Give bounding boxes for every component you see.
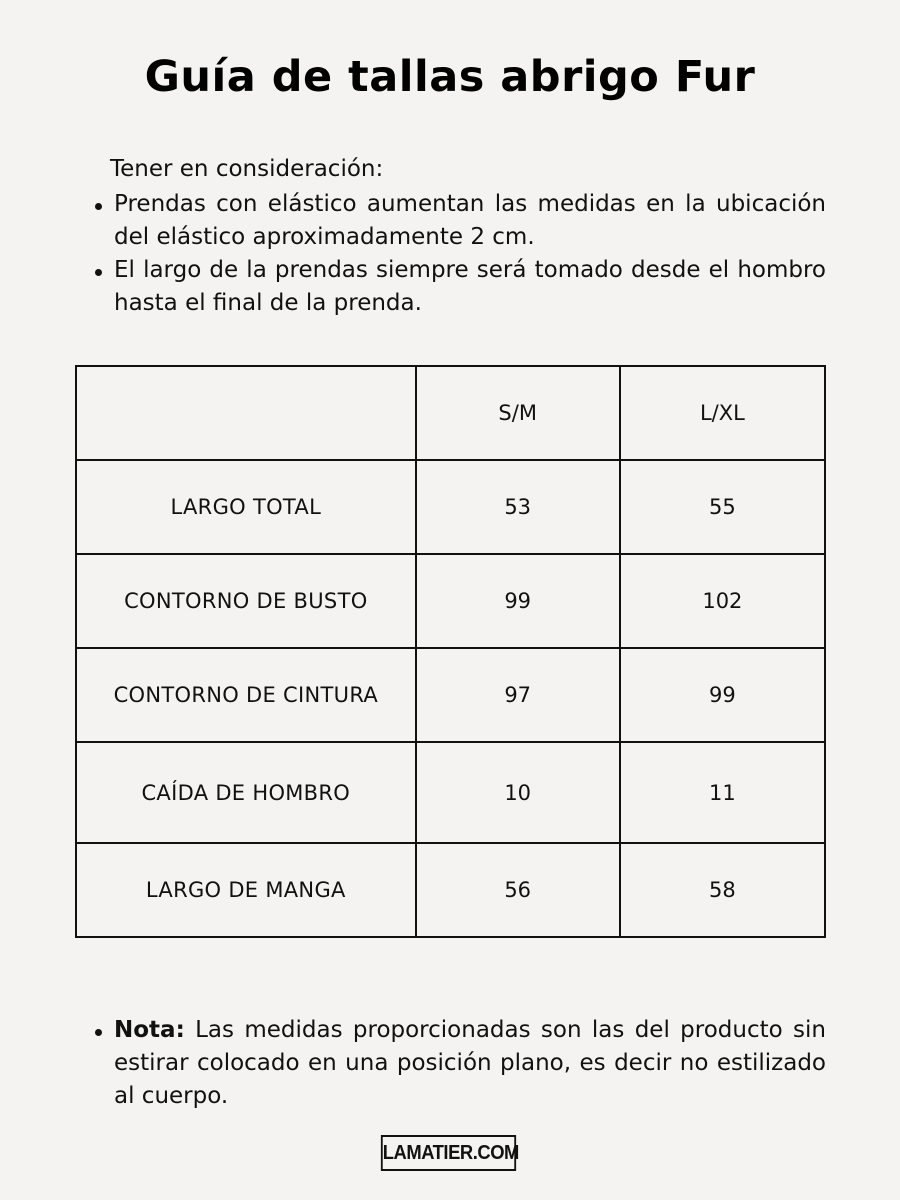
row-label: CONTORNO DE CINTURA (76, 648, 416, 742)
table-row (76, 843, 825, 937)
brand-logo: LAMATIER.COM (381, 1135, 516, 1171)
list-item: Prendas con elástico aumentan las medidas en la ubicación del elástico aproximadamente 2 cm. (88, 188, 826, 254)
row-label: CAÍDA DE HOMBRO (76, 742, 416, 843)
table-header-row (76, 366, 825, 460)
row-label: LARGO TOTAL (76, 460, 416, 554)
header-empty-cell (76, 366, 416, 460)
table-row (76, 742, 825, 843)
note-text: Las medidas proporcionadas son las del producto sin estirar colocado en una posición plano, es decir no estilizado al cuerpo. (114, 1017, 826, 1109)
considerations-list (88, 188, 826, 320)
note-item (88, 1014, 826, 1113)
list-item: El largo de la prendas siempre será tomado desde el hombro hasta el final de la prenda. (88, 254, 826, 320)
note-label: Nota: (114, 1017, 185, 1043)
cell-sm: 97 (416, 648, 620, 742)
header-size-lxl: L/XL (620, 366, 825, 460)
row-label: LARGO DE MANGA (76, 843, 416, 937)
cell-lxl: 102 (620, 554, 825, 648)
table-row (76, 648, 825, 742)
cell-sm: 56 (416, 843, 620, 937)
cell-sm: 10 (416, 742, 620, 843)
size-table (75, 365, 826, 938)
cell-sm: 99 (416, 554, 620, 648)
table-row (76, 554, 825, 648)
row-label: CONTORNO DE BUSTO (76, 554, 416, 648)
cell-sm: 53 (416, 460, 620, 554)
page-title: Guía de tallas abrigo Fur (144, 52, 756, 102)
note-list (88, 1014, 826, 1113)
cell-lxl: 11 (620, 742, 825, 843)
cell-lxl: 58 (620, 843, 825, 937)
cell-lxl: 99 (620, 648, 825, 742)
header-size-sm: S/M (416, 366, 620, 460)
table-row (76, 460, 825, 554)
intro-text: Tener en consideración: (110, 156, 384, 182)
cell-lxl: 55 (620, 460, 825, 554)
